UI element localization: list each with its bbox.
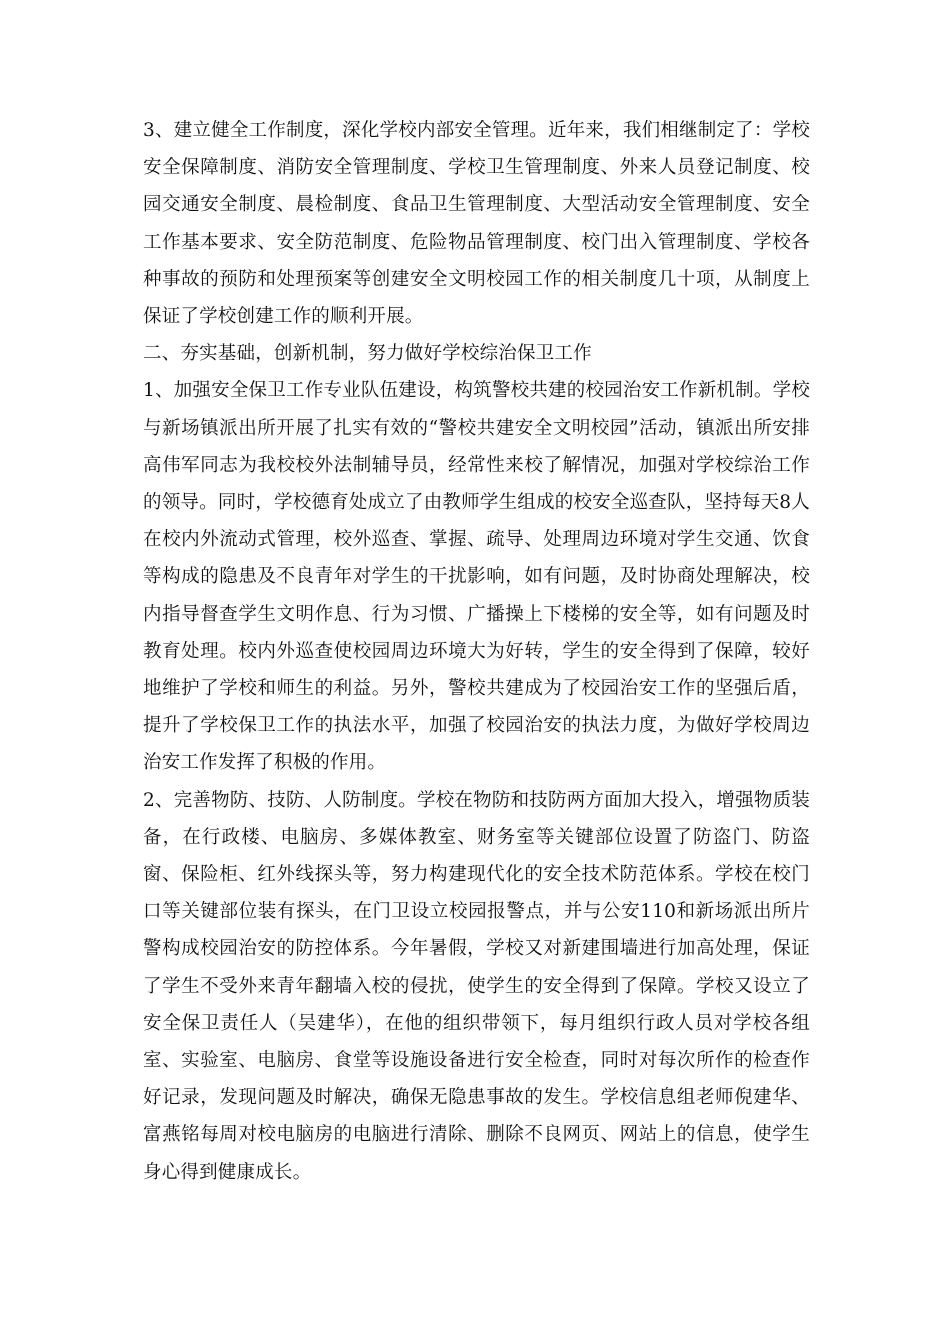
paragraph-safety-rules: 3、建立健全工作制度，深化学校内部安全管理。近年来，我们相继制定了：学校安全保障制度、消防安全管理制度、学校卫生管理制度、外来人员登记制度、校园交通安全制度、晨检制度、食品卫生管理制度、大型活动安全管理制度、安全工作基本要求、安全防范制度、危险物品管理制度、校门出入管理制度、学校各种事故的预防和处理预案等创建安全文明校园工作的相关制度几十项，从制度上保证了学校创建工作的顺利开展。 (143, 120, 810, 328)
paragraph-security-team: 1、加强安全保卫工作专业队伍建设，构筑警校共建的校园治安工作新机制。学校与新场镇派出所开展了扎实有效的“警校共建安全文明校园”活动，镇派出所安排高伟军同志为我校校外法制辅导员，经常性来校了解情况，加强对学校综治工作的领导。同时，学校德育处成立了由教师学生组成的校安全巡查队，坚持每天8人在校内外流动式管理，校外巡查、掌握、疏导、处理周边环境对学生交通、饮食等构成的隐患及不良青年对学生的干扰影响，如有问题，及时协商处理解决，校内指导督查学生文明作息、行为习惯、广播操上下楼梯的安全等，如有问题及时教育处理。校内外巡查使校园周边环境大为好转，学生的安全得到了保障，较好地维护了学校和师生的利益。另外，警校共建成为了校园治安工作的坚强后盾，提升了学校保卫工作的执法水平，加强了校园治安的执法力度，为做好学校周边治安工作发挥了积极的作用。 (143, 380, 810, 774)
document-body (143, 112, 810, 1191)
paragraph-physical-tech-defense: 2、完善物防、技防、人防制度。学校在物防和技防两方面加大投入，增强物质装备，在行政楼、电脑房、多媒体教室、财务室等关键部位设置了防盗门、防盗窗、保险柜、红外线探头等，努力构建现代化的安全技术防范体系。学校在校门口等关键部位装有探头，在门卫设立校园报警点，并与公安110和新场派出所片警构成校园治安的防控体系。今年暑假，学校又对新建围墙进行加高处理，保证了学生不受外来青年翻墙入校的侵扰，使学生的安全得到了保障。学校又设立了安全保卫责任人（吴建华），在他的组织带领下，每月组织行政人员对学校各组室、实验室、电脑房、食堂等设施设备进行安全检查，同时对每次所作的检查作好记录，发现问题及时解决，确保无隐患事故的发生。学校信息组老师倪建华、富燕铭每周对校电脑房的电脑进行清除、删除不良网页、网站上的信息，使学生身心得到健康成长。 (143, 789, 810, 1183)
section-heading: 二、夯实基础，创新机制，努力做好学校综治保卫工作 (143, 343, 592, 365)
